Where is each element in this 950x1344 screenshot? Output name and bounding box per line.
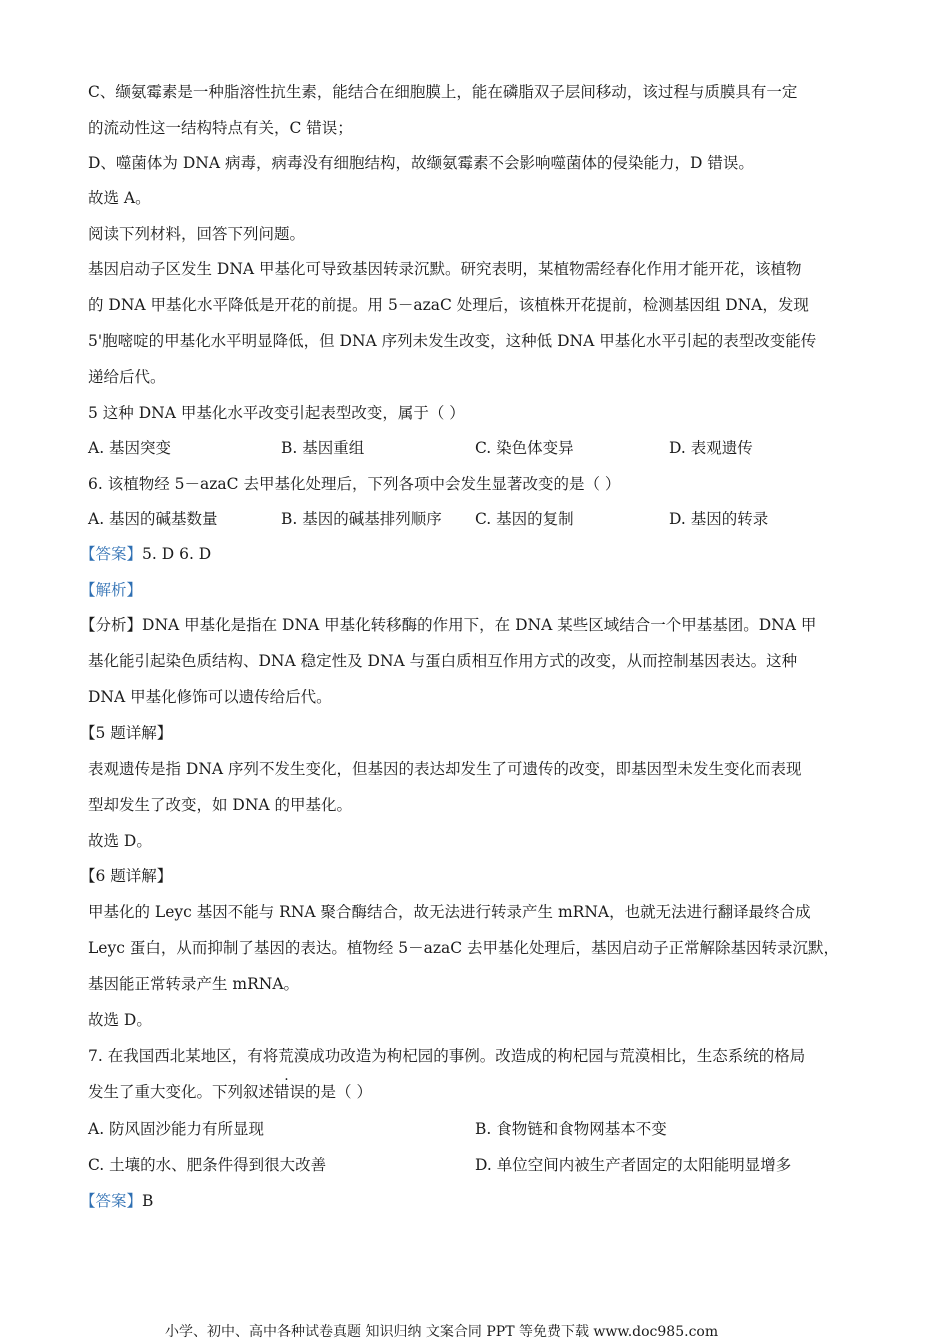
question-5-option-c: C. 染色体变异 bbox=[475, 439, 574, 457]
answer-7-tag: 【答案】 bbox=[80, 1192, 143, 1210]
question-7-post: 的是（ ） bbox=[305, 1083, 372, 1101]
answer-7-text: B bbox=[142, 1192, 154, 1210]
detail-5-title: 【5 题详解】 bbox=[80, 724, 173, 742]
detail-6-line-4: 故选 D。 bbox=[88, 1011, 152, 1029]
question-5-option-b: B. 基因重组 bbox=[281, 439, 365, 457]
question-6-option-a: A. 基因的碱基数量 bbox=[88, 510, 218, 528]
question-6-stem: 6. 该植物经 5－azaC 去甲基化处理后，下列各项中会发生显著改变的是（ ） bbox=[88, 475, 621, 493]
question-7-line-1: 7. 在我国西北某地区，有将荒漠成功改造为枸杞园的事例。改造成的枸杞园与荒漠相比，生态系统的格局 bbox=[88, 1047, 806, 1065]
answer-tag: 【答案】 bbox=[80, 545, 143, 563]
detail-6-line-2: Leyc 蛋白，从而抑制了基因的表达。植物经 5－azaC 去甲基化处理后，基因启动子正常解除基因转录沉默， bbox=[88, 939, 840, 957]
analysis-tag bbox=[80, 580, 142, 600]
question-6-option-c: C. 基因的复制 bbox=[475, 510, 574, 528]
paragraph-line: 阅读下列材料，回答下列问题。 bbox=[88, 225, 306, 243]
paragraph-line: C、缬氨霉素是一种脂溶性抗生素，能结合在细胞膜上，能在磷脂双子层间移动，该过程与质膜具有一定 bbox=[88, 83, 798, 101]
question-5-option-d: D. 表观遗传 bbox=[669, 439, 753, 457]
detail-5-line-1: 表观遗传是指 DNA 序列不发生变化，但基因的表达却发生了可遗传的改变，即基因型未发生变化而表现 bbox=[88, 760, 802, 778]
fenxi-line-1 bbox=[80, 615, 816, 635]
analysis-tag-text: 【解析】 bbox=[80, 581, 143, 599]
detail-6-line-1: 甲基化的 Leyc 基因不能与 RNA 聚合酶结合，故无法进行转录产生 mRNA，也就无法进行翻译最终合成 bbox=[88, 903, 811, 921]
question-7-option-d: D. 单位空间内被生产者固定的太阳能明显增多 bbox=[475, 1156, 792, 1174]
paragraph-line: 的 DNA 甲基化水平降低是开花的前提。用 5－azaC 处理后，该植株开花提前，检测基因组 DNA，发现 bbox=[88, 296, 809, 314]
question-6-option-b: B. 基因的碱基排列顺序 bbox=[281, 510, 442, 528]
question-7-line-2 bbox=[88, 1082, 372, 1102]
paragraph-line: 的流动性这一结构特点有关，C 错误； bbox=[88, 119, 353, 137]
answer-7 bbox=[80, 1191, 153, 1211]
detail-5-line-2: 型却发生了改变，如 DNA 的甲基化。 bbox=[88, 796, 353, 814]
question-5-stem: 5 这种 DNA 甲基化水平改变引起表型改变，属于（ ） bbox=[88, 404, 465, 422]
question-5-option-a: A. 基因突变 bbox=[88, 439, 172, 457]
question-7-emphasis: 错误 bbox=[274, 1083, 306, 1101]
detail-6-line-3: 基因能正常转录产生 mRNA。 bbox=[88, 975, 300, 993]
paragraph-line: 5'胞嘧啶的甲基化水平明显降低，但 DNA 序列未发生改变，这种低 DNA 甲基化水平引起的表型改变能传 bbox=[88, 332, 817, 350]
question-6-option-d: D. 基因的转录 bbox=[669, 510, 769, 528]
detail-6-title: 【6 题详解】 bbox=[80, 867, 173, 885]
footer-text: 小学、初中、高中各种试卷真题 知识归纳 文案合同 PPT 等免费下载 www.doc985.com bbox=[165, 1324, 719, 1340]
paragraph-line: 递给后代。 bbox=[88, 368, 166, 386]
question-7-pre: 发生了重大变化。下列叙述 bbox=[88, 1083, 275, 1101]
answer-text: 5. D 6. D bbox=[142, 545, 212, 563]
answer-5-6 bbox=[80, 544, 211, 564]
fenxi-tag: 【分析】 bbox=[80, 616, 143, 634]
fenxi-text: DNA 甲基化是指在 DNA 甲基化转移酶的作用下，在 DNA 某些区域结合一个甲基基团。DNA 甲 bbox=[142, 616, 817, 634]
fenxi-line-3: DNA 甲基化修饰可以遗传给后代。 bbox=[88, 688, 332, 706]
question-7-option-a: A. 防风固沙能力有所显现 bbox=[88, 1120, 265, 1138]
paragraph-line: 基因启动子区发生 DNA 甲基化可导致基因转录沉默。研究表明，某植物需经春化作用才能开花，该植物 bbox=[88, 260, 802, 278]
question-7-option-b: B. 食物链和食物网基本不变 bbox=[475, 1120, 667, 1138]
fenxi-line-2: 基化能引起染色质结构、DNA 稳定性及 DNA 与蛋白质相互作用方式的改变，从而控制基因表达。这种 bbox=[88, 652, 798, 670]
paragraph-line: D、噬菌体为 DNA 病毒，病毒没有细胞结构，故缬氨霉素不会影响噬菌体的侵染能力，D 错误。 bbox=[88, 154, 754, 172]
question-7-option-c: C. 土壤的水、肥条件得到很大改善 bbox=[88, 1156, 327, 1174]
detail-5-line-3: 故选 D。 bbox=[88, 832, 152, 850]
paragraph-line: 故选 A。 bbox=[88, 189, 151, 207]
